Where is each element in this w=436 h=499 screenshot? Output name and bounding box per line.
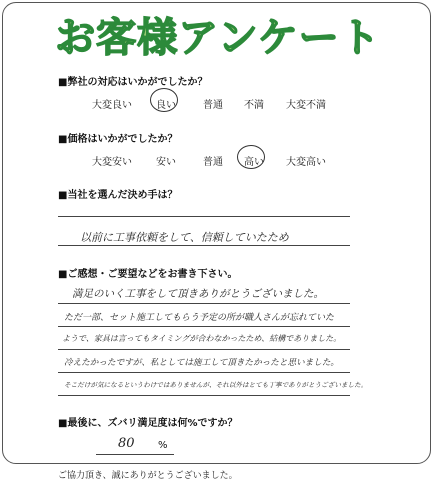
question-price: ■価格はいかがでしたか？ [58,134,178,145]
selected-circle-price [237,145,265,169]
comment-rule-3 [58,349,350,350]
comment-rule-1 [58,303,350,304]
thanks-message: ご協力頂き、誠にありがとうございました。 [58,471,238,481]
question-satisfaction: ■最後に、ズバリ満足度は何%ですか？ [58,418,238,429]
comment-line-1: 満足のいく工事をして頂きありがとうございました。 [72,288,324,300]
comment-line-5: そこだけが気になるというわけではありませんが、それ以外はとても丁寧でありがとうございました。 [64,381,368,389]
question-service: ■弊社の対応はいかがでしたか？ [58,77,208,88]
question-comments: ■ご感想・ご要望などをお書き下さい。 [58,269,238,280]
comment-rule-5 [58,395,350,396]
answer-line-reason-1 [58,216,350,217]
option-price-normal[interactable]: 普通 [203,157,223,168]
option-service-good[interactable]: 良い [156,100,176,111]
comment-line-4: 冷えたかったですが、私としては施工して頂きたかったと思いました。 [64,358,340,368]
option-price-very-cheap[interactable]: 大変安い [92,157,132,168]
option-price-expensive[interactable]: 高い [244,157,264,168]
satisfaction-line [96,454,174,455]
satisfaction-value: 80 [118,436,135,451]
option-service-very-good[interactable]: 大変良い [92,100,132,111]
question-reason: ■当社を選んだ決め手は？ [58,190,178,201]
comment-rule-4 [58,372,350,373]
comment-rule-2 [58,326,350,327]
answer-reason: 以前に工事依頼をして、信頼していたため [80,231,289,244]
option-service-normal[interactable]: 普通 [203,100,223,111]
satisfaction-unit: % [158,440,168,451]
option-price-very-expensive[interactable]: 大変高い [286,157,326,168]
comment-line-2: ただ一部、セット施工してもらう予定の所が職人さんが忘れていた [64,313,335,323]
comment-line-3: ようで、家具は言ってもタイミングが合わなかったため、結構でありました。 [62,334,342,343]
answer-line-reason-2 [58,245,350,246]
selected-circle-service [150,88,178,112]
option-price-cheap[interactable]: 安い [156,157,176,168]
survey-title: お客様アンケート [55,15,381,61]
option-service-dissatisfied[interactable]: 不満 [244,100,264,111]
option-service-very-dissatisfied[interactable]: 大変不満 [286,100,326,111]
